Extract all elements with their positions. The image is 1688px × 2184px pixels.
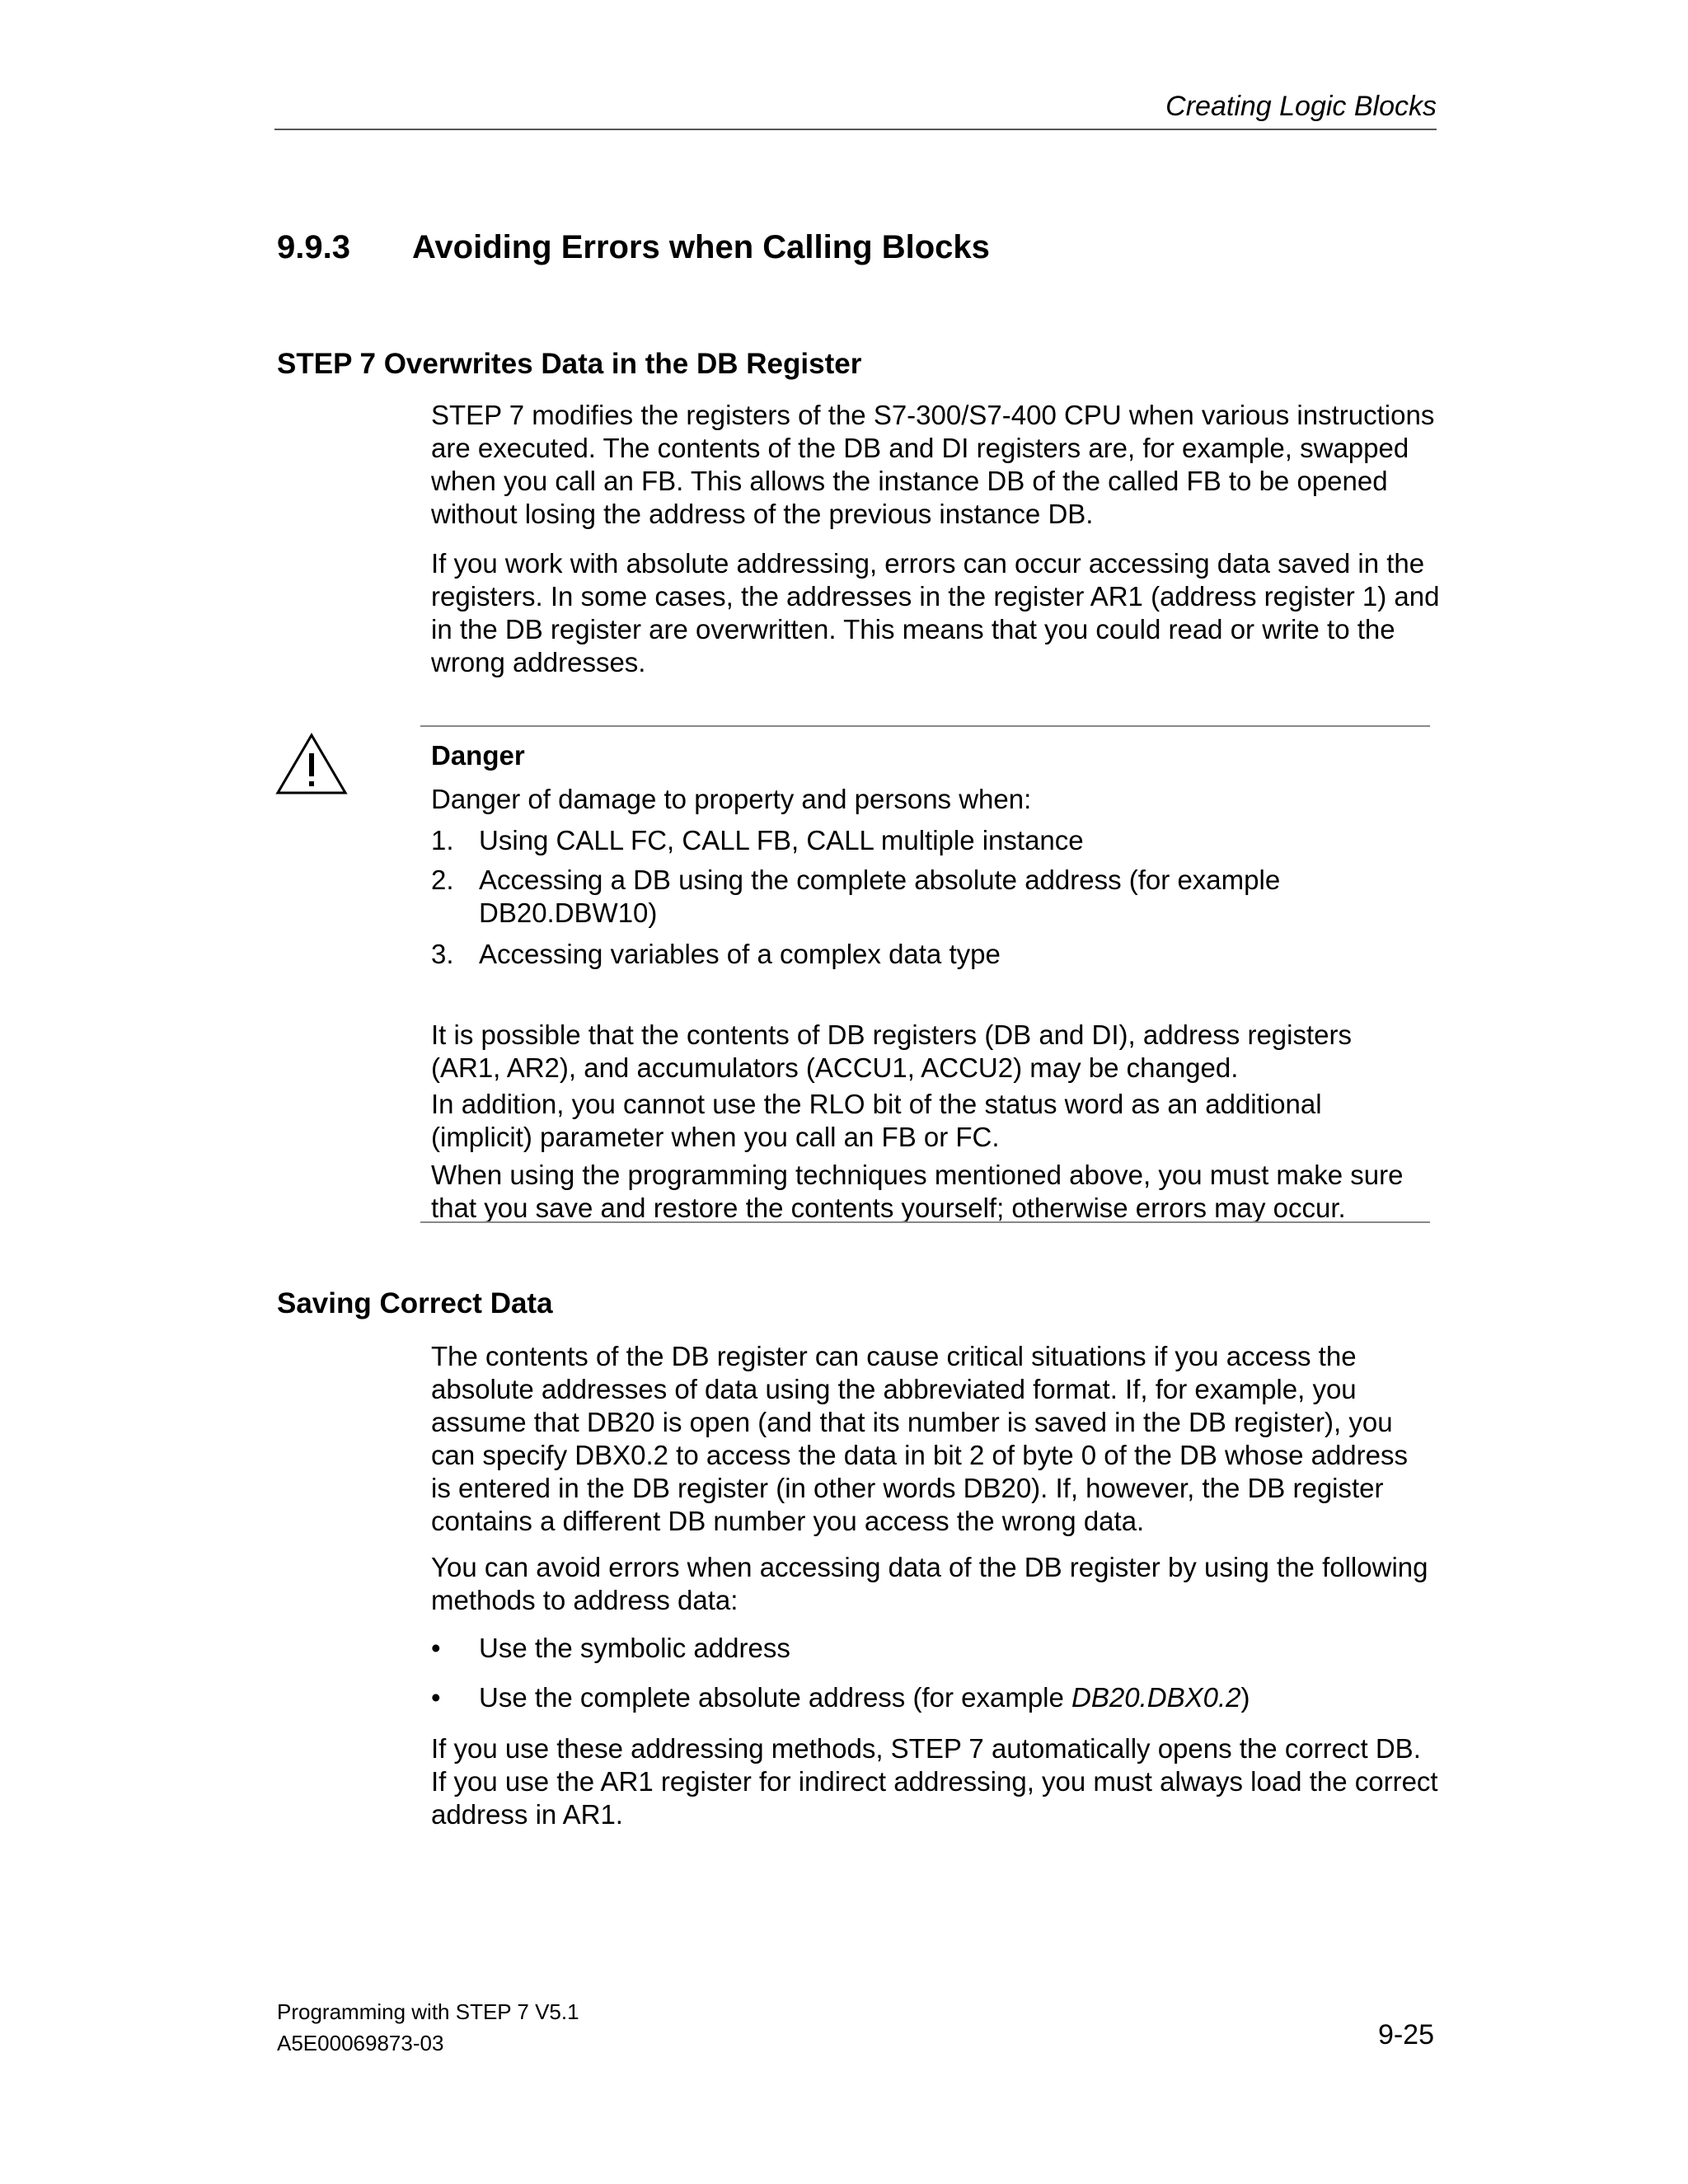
danger-top-rule — [420, 725, 1430, 727]
bullet-glyph: • — [431, 1682, 441, 1713]
bullet-item — [431, 1681, 1441, 1714]
page-number: 9-25 — [1377, 2019, 1434, 2050]
warning-triangle-icon — [274, 732, 349, 796]
body-paragraph: The contents of the DB register can cause critical situations if you access the absolute addresses of data using the abbreviated format. If, for example, you assume that DB20 is open (and that its number is saved in the DB register), you can specify DBX0.2 to access the data in bit 2 of byte 0 of the DB whose address is entered in the DB register (in other words DB20). If, however, the DB register contains a different DB number you access the wrong data. — [431, 1341, 1409, 1536]
subheading-saving-data: Saving Correct Data — [277, 1287, 553, 1319]
subheading-db-register: STEP 7 Overwrites Data in the DB Register — [277, 348, 862, 380]
header-divider — [274, 129, 1437, 130]
bullet-text-prefix: Use the complete absolute address (for example — [479, 1682, 1072, 1713]
danger-paragraph: When using the programming techniques mentioned above, you must make sure that you save and restore the contents yourself; otherwise errors may occur. — [431, 1160, 1404, 1223]
footer-manual-title: Programming with STEP 7 V5.1 — [277, 1999, 579, 2024]
bullet-item — [431, 1632, 1441, 1665]
list-text: Accessing variables of a complex data type — [479, 939, 1001, 969]
section-number: 9.9.3 — [277, 229, 350, 265]
list-item — [431, 938, 1441, 971]
list-item — [431, 864, 1441, 930]
bullet-text-suffix: ) — [1240, 1682, 1250, 1713]
bullet-text — [479, 1681, 1435, 1714]
body-paragraph: If you use these addressing methods, STEP 7 automatically opens the correct DB. If you use the AR1 register for indirect addressing, you must always load the correct address in AR1. — [431, 1733, 1438, 1830]
list-number: 3. — [431, 939, 454, 969]
list-text: Using CALL FC, CALL FB, CALL multiple instance — [479, 825, 1084, 855]
danger-title: Danger — [431, 740, 525, 771]
list-item — [431, 824, 1441, 857]
list-number: 1. — [431, 825, 454, 855]
list-number: 2. — [431, 865, 454, 895]
section-title: Avoiding Errors when Calling Blocks — [412, 229, 990, 265]
danger-intro: Danger of damage to property and persons when: — [431, 784, 1032, 814]
danger-paragraph: In addition, you cannot use the RLO bit of the status word as an additional (implicit) parameter when you call an FB or FC. — [431, 1089, 1322, 1152]
body-paragraph: If you work with absolute addressing, errors can occur accessing data saved in the registers. In some cases, the addresses in the register AR1 (address register 1) and in the DB register are overwritten. This means that you could read or write to the wrong addresses. — [431, 548, 1440, 677]
footer-doc-id: A5E00069873-03 — [277, 2031, 444, 2055]
running-header: Creating Logic Blocks — [1165, 91, 1437, 122]
bullet-text: Use the symbolic address — [479, 1633, 790, 1663]
body-paragraph: You can avoid errors when accessing data of the DB register by using the following methods to address data: — [431, 1552, 1428, 1615]
bullet-text-example: DB20.DBX0.2 — [1071, 1682, 1241, 1713]
list-text: Accessing a DB using the complete absolute address (for example DB20.DBW10) — [479, 865, 1281, 928]
danger-bottom-rule — [420, 1221, 1430, 1223]
bullet-glyph: • — [431, 1633, 441, 1663]
danger-paragraph: It is possible that the contents of DB registers (DB and DI), address registers (AR1, AR2), and accumulators (ACCU1, ACCU2) may be changed. — [431, 1019, 1352, 1083]
body-paragraph: STEP 7 modifies the registers of the S7-300/S7-400 CPU when various instructions are executed. The contents of the DB and DI registers are, for example, swapped when you call an FB. This allows the instance DB of the called FB to be opened without losing the address of the previous instance DB. — [431, 400, 1435, 529]
